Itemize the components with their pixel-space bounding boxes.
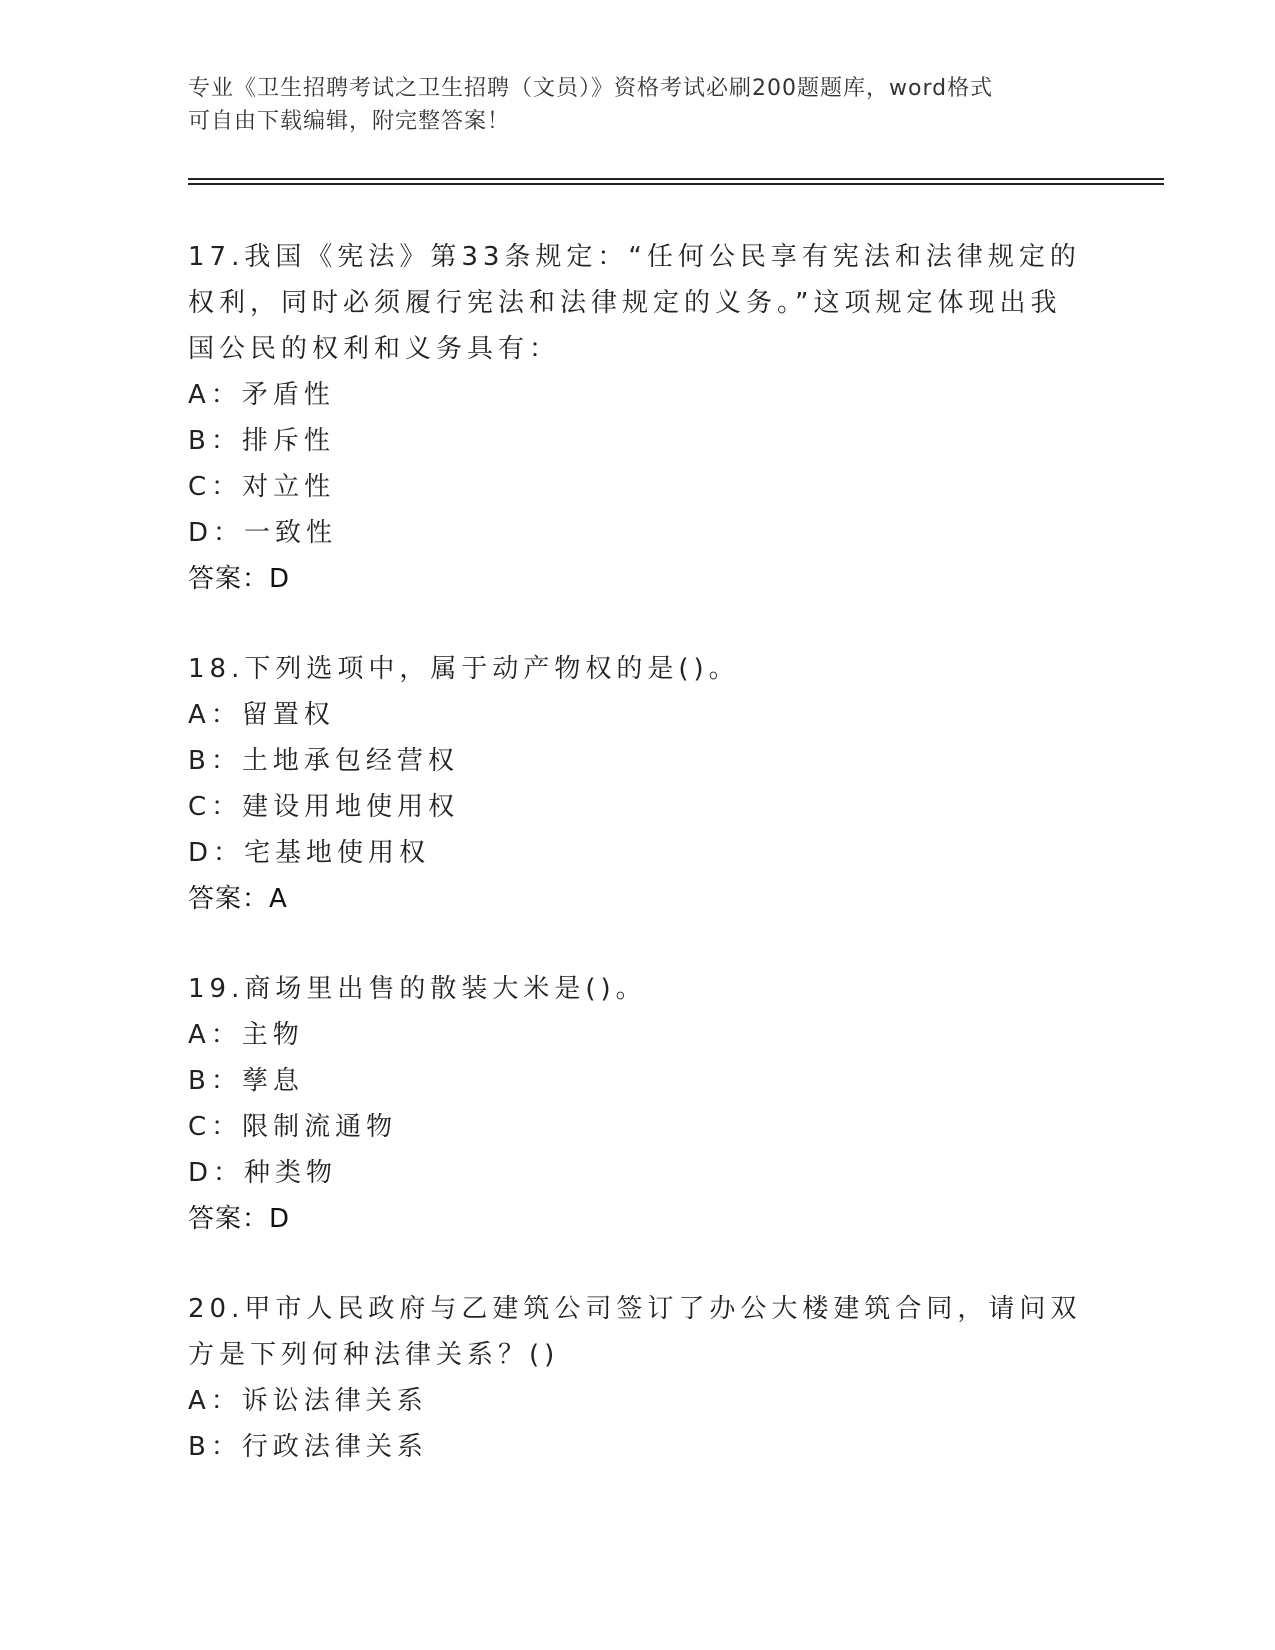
header-line-2: 可自由下载编辑，附完整答案！ <box>188 109 511 134</box>
option-d: D：宅基地使用权 <box>188 838 431 868</box>
option-d: D：一致性 <box>188 518 338 548</box>
header-divider-bottom <box>188 183 1164 185</box>
header-line-1: 专业《卫生招聘考试之卫生招聘（文员）》资格考试必刷200题题库，word格式 <box>188 76 994 101</box>
option-a: A：留置权 <box>188 700 335 730</box>
option-b: B：孳息 <box>188 1066 304 1096</box>
answer: 答案：D <box>188 564 291 594</box>
question-stem: 18.下列选项中，属于动产物权的是()。 <box>188 654 740 684</box>
answer: 答案：A <box>188 884 288 914</box>
question-stem: 17.我国《宪法》第33条规定：“任何公民享有宪法和法律规定的权利，同时必须履行宪法和法律规定的义务。”这项规定体现出我国公民的权利和义务具有： <box>188 242 1081 364</box>
option-a: A：矛盾性 <box>188 380 335 410</box>
question-17 <box>188 234 1088 602</box>
option-b: B：土地承包经营权 <box>188 746 459 776</box>
question-stem: 19.商场里出售的散装大米是()。 <box>188 974 647 1004</box>
answer: 答案：D <box>188 1204 291 1234</box>
option-c: C：对立性 <box>188 472 336 502</box>
question-20 <box>188 1286 1088 1470</box>
option-b: B：排斥性 <box>188 426 335 456</box>
document-header <box>188 72 1088 138</box>
header-divider-top <box>188 178 1164 180</box>
option-c: C：建设用地使用权 <box>188 792 460 822</box>
question-list <box>188 234 1088 1514</box>
option-d: D：种类物 <box>188 1158 338 1188</box>
question-18 <box>188 646 1088 922</box>
option-c: C：限制流通物 <box>188 1112 398 1142</box>
option-a: A：诉讼法律关系 <box>188 1386 428 1416</box>
question-19 <box>188 966 1088 1242</box>
option-b: B：行政法律关系 <box>188 1432 428 1462</box>
question-stem: 20.甲市人民政府与乙建筑公司签订了办公大楼建筑合同，请问双方是下列何种法律关系？() <box>188 1294 1082 1370</box>
option-a: A：主物 <box>188 1020 304 1050</box>
